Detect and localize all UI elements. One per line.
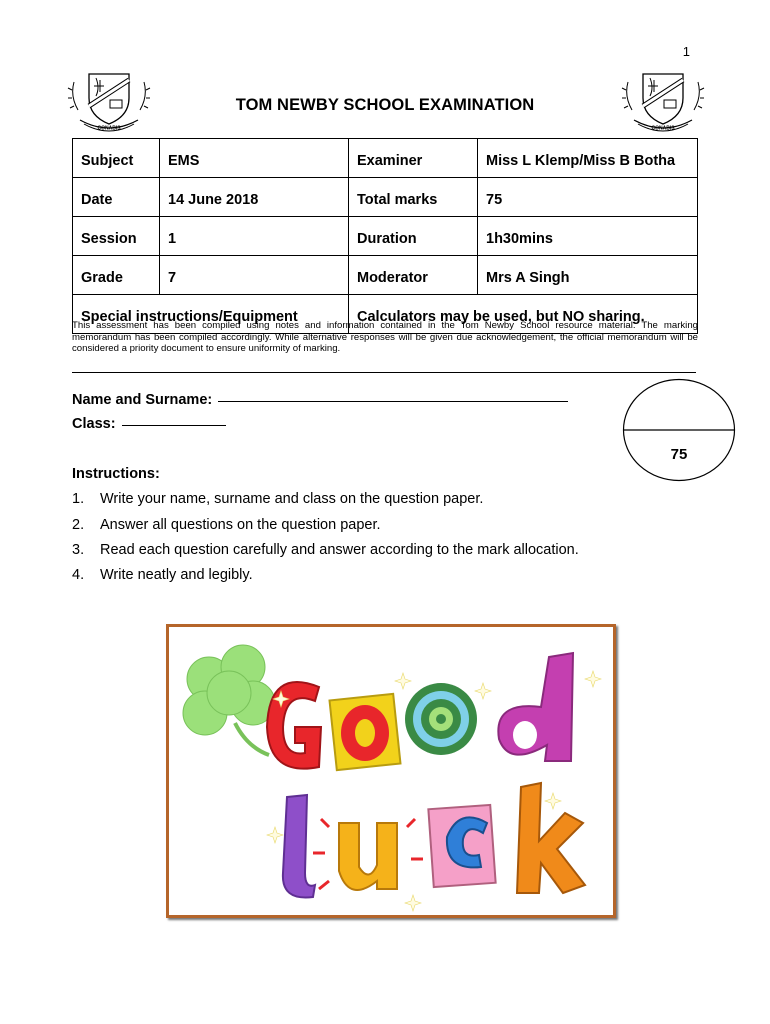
table-cell: 7	[160, 256, 349, 295]
good-luck-image	[166, 624, 616, 918]
table-row	[73, 256, 698, 295]
assessment-notice: This assessment has been compiled using notes and information contained in the Tom Newby School resource material. The marking memorandum has been compiled accordingly. While alternative responses will be given due acknowledgement, the official memorandum will be considered a priority document to ensure uniformity of marking.	[72, 320, 698, 354]
table-cell: EMS	[160, 139, 349, 178]
table-cell: 14 June 2018	[160, 178, 349, 217]
table-cell: Date	[73, 178, 160, 217]
table-cell: Mrs A Singh	[478, 256, 698, 295]
marks-circle[interactable]	[622, 378, 736, 482]
special-instructions-value: Calculators may be used, but NO sharing.	[349, 295, 698, 334]
svg-text:CONABIS: CONABIS	[97, 125, 121, 132]
letter-u	[313, 819, 423, 890]
instruction-number: 1.	[72, 491, 85, 507]
class-blank[interactable]	[122, 425, 226, 426]
instruction-text: Answer all questions on the question paper.	[100, 517, 381, 533]
table-cell: 1	[160, 217, 349, 256]
special-instructions-label: Special instructions/Equipment	[73, 295, 349, 334]
exam-info-table	[72, 138, 698, 334]
letter-o-spiral	[405, 683, 477, 755]
instruction-number: 4.	[72, 567, 85, 583]
table-row	[73, 217, 698, 256]
instruction-item	[72, 517, 381, 533]
table-cell: Moderator	[349, 256, 478, 295]
name-label: Name and Surname:	[72, 392, 213, 408]
table-cell: Examiner	[349, 139, 478, 178]
table-cell: 1h30mins	[478, 217, 698, 256]
exam-title: TOM NEWBY SCHOOL EXAMINATION	[235, 96, 535, 114]
table-row	[73, 178, 698, 217]
instruction-item	[72, 491, 483, 507]
instruction-text: Write your name, surname and class on the question paper.	[100, 491, 484, 507]
instruction-text: Read each question carefully and answer according to the mark allocation.	[100, 542, 579, 558]
total-marks: 75	[670, 446, 688, 463]
letter-d	[498, 653, 573, 761]
instruction-number: 2.	[72, 517, 85, 533]
instruction-item	[72, 542, 579, 558]
letter-o-yellow	[330, 694, 401, 770]
page-number: 1	[682, 44, 690, 59]
name-field[interactable]	[72, 392, 568, 408]
table-cell: Duration	[349, 217, 478, 256]
letter-c	[428, 805, 495, 887]
letter-l	[283, 795, 315, 898]
class-field[interactable]	[72, 416, 226, 432]
table-cell: Subject	[73, 139, 160, 178]
table-cell: Total marks	[349, 178, 478, 217]
table-cell: Miss L Klemp/Miss B Botha	[478, 139, 698, 178]
table-cell: Grade	[73, 256, 160, 295]
instruction-item	[72, 567, 253, 583]
class-label: Class:	[72, 416, 116, 432]
svg-text:CONABIS: CONABIS	[651, 125, 675, 132]
clover-icon	[183, 645, 275, 755]
instruction-number: 3.	[72, 542, 85, 558]
divider	[72, 372, 696, 373]
table-row	[73, 139, 698, 178]
table-cell: Session	[73, 217, 160, 256]
instructions-title: Instructions:	[72, 466, 160, 482]
name-blank[interactable]	[218, 401, 568, 402]
letter-g	[267, 682, 321, 769]
good-luck-illustration	[169, 627, 613, 915]
table-cell: 75	[478, 178, 698, 217]
instruction-text: Write neatly and legibly.	[100, 567, 253, 583]
